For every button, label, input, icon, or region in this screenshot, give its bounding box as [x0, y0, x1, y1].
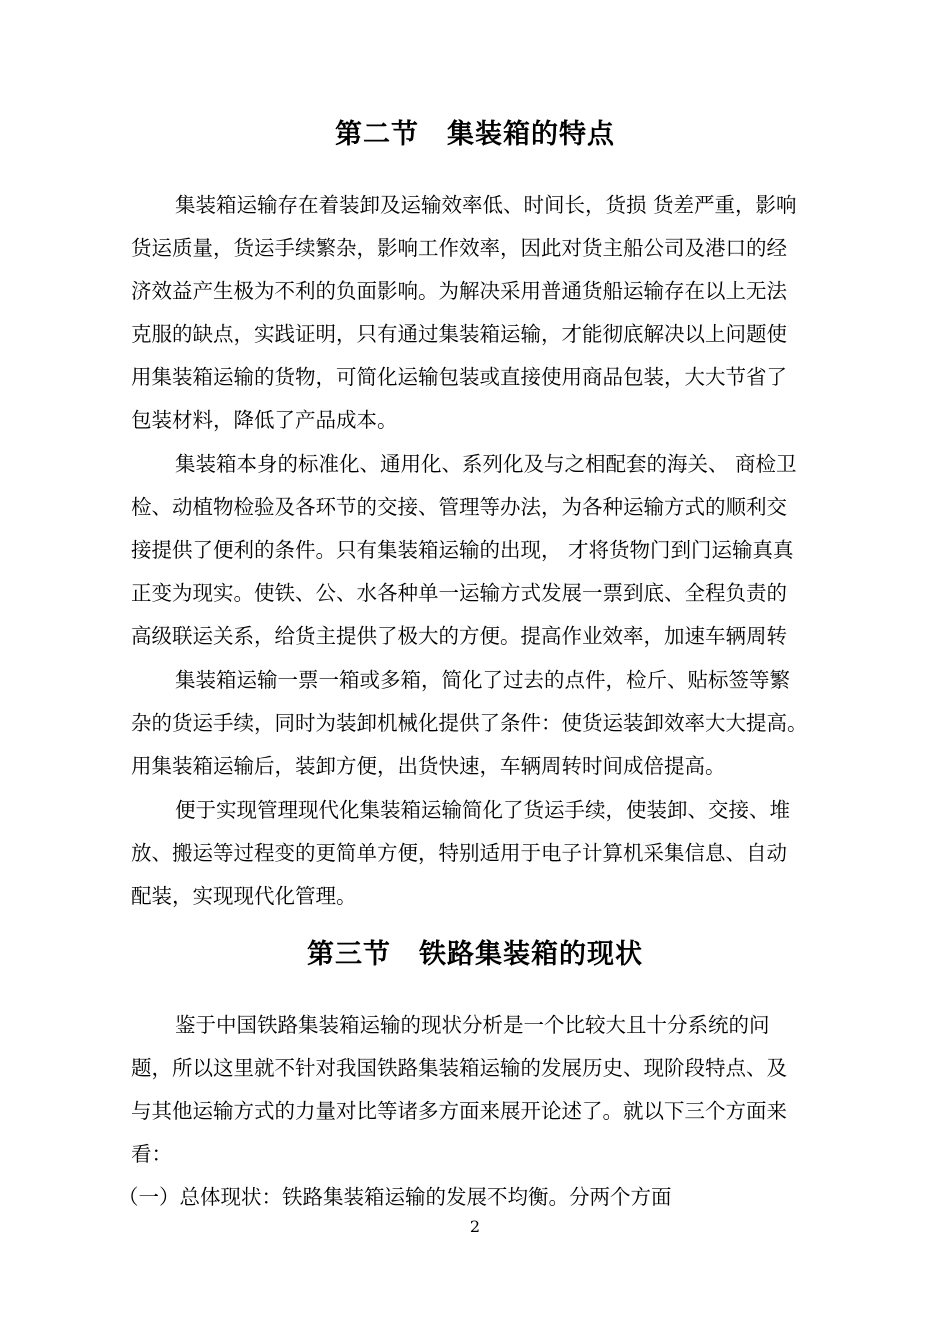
s2-p1-line-5: 用集装箱运输的货物，可简化运输包装或直接使用商品包装，大大节省了 — [131, 365, 787, 389]
s2-p2-line-4: 正变为现实。使铁、公、水各种单一运输方式发展一票到底、全程负责的 — [131, 581, 787, 605]
s2-p1-line-1: 集装箱运输存在着装卸及运输效率低、时间长，货损 货差严重，影响 — [175, 193, 797, 217]
s3-p1-line-4: 看： — [131, 1142, 172, 1166]
s2-p3-line-2: 杂的货运手续，同时为装卸机械化提供了条件：使货运装卸效率大大提高。 — [131, 711, 808, 735]
s2-p3-line-3: 用集装箱运输后，装卸方便，出货快速，车辆周转时间成倍提高。 — [131, 754, 726, 778]
s2-p1-line-6: 包装材料，降低了产品成本。 — [131, 408, 398, 432]
s3-p1-line-3: 与其他运输方式的力量对比等诸多方面来展开论述了。就以下三个方面来 — [131, 1099, 787, 1123]
s2-p3-line-1: 集装箱运输一票一箱或多箱，简化了过去的点件，检斤、贴标签等繁 — [175, 668, 790, 692]
s2-p4-line-3: 配装，实现现代化管理。 — [131, 884, 357, 908]
page-number: 2 — [469, 1217, 481, 1236]
s2-p2-line-1: 集装箱本身的标准化、通用化、系列化及与之相配套的海关、 商检卫 — [175, 452, 797, 476]
section-3-heading: 第三节 铁路集装箱的现状 — [307, 939, 643, 970]
s3-p1-line-2: 题，所以这里就不针对我国铁路集装箱运输的发展历史、现阶段特点、及 — [131, 1056, 787, 1080]
s2-p4-line-1: 便于实现管理现代化集装箱运输简化了货运手续，使装卸、交接、堆 — [175, 798, 790, 822]
s2-p4-line-2: 放、搬运等过程变的更简单方便，特别适用于电子计算机采集信息、自动 — [131, 841, 787, 865]
s2-p1-line-3: 济效益产生极为不利的负面影响。为解决采用普通货船运输存在以上无法 — [131, 279, 787, 303]
s2-p1-line-2: 货运质量，货运手续繁杂，影响工作效率，因此对货主船公司及港口的经 — [131, 236, 787, 260]
s2-p2-line-2: 检、动植物检验及各环节的交接、管理等办法，为各种运输方式的顺利交 — [131, 495, 787, 519]
s2-p1-line-4: 克服的缺点，实践证明，只有通过集装箱运输，才能彻底解决以上问题使 — [131, 322, 787, 346]
section-2-heading: 第二节 集装箱的特点 — [335, 119, 615, 150]
s2-p2-line-3: 接提供了便利的条件。只有集装箱运输的出现， 才将货物门到门运输真真 — [131, 538, 794, 562]
s3-p1-line-1: 鉴于中国铁路集装箱运输的现状分析是一个比较大且十分系统的问 — [175, 1013, 770, 1037]
s2-p2-line-5: 高级联运关系，给货主提供了极大的方便。提高作业效率，加速车辆周转 — [131, 624, 787, 648]
s3-list-item-1: （一）总体现状：铁路集装箱运输的发展不均衡。分两个方面 — [118, 1185, 672, 1209]
